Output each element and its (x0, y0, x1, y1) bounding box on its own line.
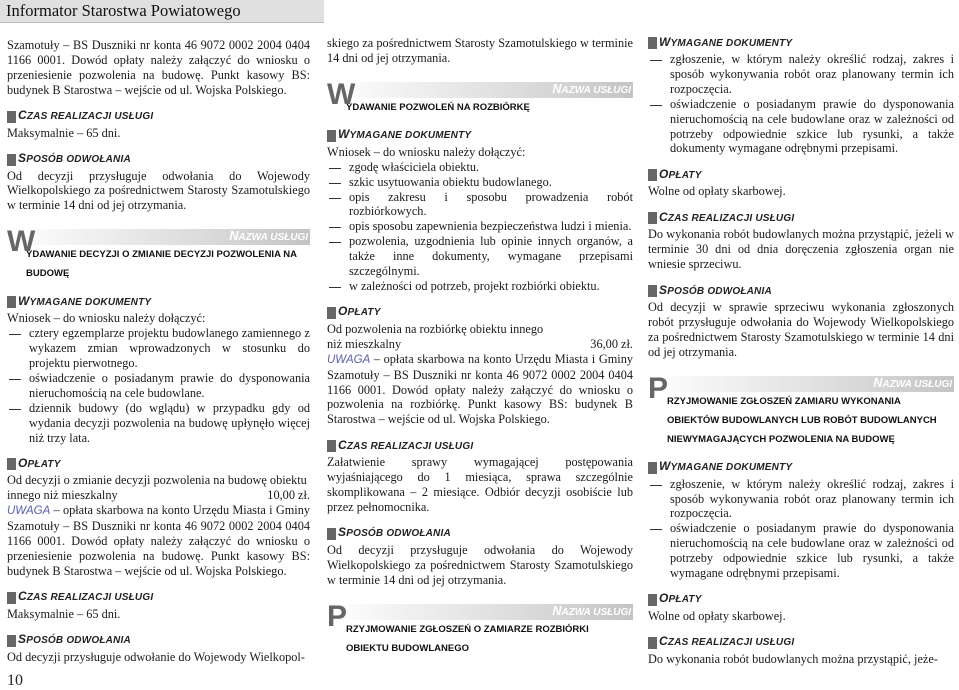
square-marker-icon (327, 130, 336, 142)
list-item: cztery egzemplarze projektu budowlanego zamiennego z wykazem zmian wprowadzonych w stosunku do projektu pierwotnego. (7, 326, 310, 371)
square-marker-icon (648, 37, 657, 49)
fee-note-text: – opłata skarbowa na konto Urzędu Miasta i Gminy Szamotuły – BS Duszniki nr konta 46 9072 0002 2004 0404 1166 0001. Dowód opłaty należy załączyć do wniosku o przeniesienie pozwolenia na budowę. Punkt kasowy BS: budynek B Starostwa – wejście od ul. Wojska Polskiego. (7, 503, 310, 578)
square-marker-icon (7, 458, 16, 470)
fee-label: innego niż mieszkalny (7, 488, 118, 503)
section-title: CZAS REALIZACJI USŁUGI (18, 589, 154, 604)
square-marker-icon (648, 169, 657, 181)
square-marker-icon (7, 592, 16, 604)
service-bar (648, 371, 954, 405)
section-title: WYMAGANE DOKUMENTY (659, 34, 793, 49)
section-heading (648, 284, 954, 298)
section-text: Do wykonania robót budowlanych można przystąpić, jeże- (648, 651, 938, 666)
list-item: pozwolenia, uzgodnienia lub opinie innych organów, a także inne dokumenty, wymagane przepisami szczególnymi. (327, 234, 633, 279)
section-title: OPŁATY (659, 166, 702, 181)
square-marker-icon (327, 307, 336, 319)
service-initial: W (327, 77, 356, 111)
section-title: CZAS REALIZACJI USŁUGI (659, 634, 795, 649)
section-title: SPOSÓB ODWOŁANIA (338, 525, 451, 540)
service-bar (327, 599, 633, 633)
service-block (327, 77, 633, 117)
section-text: Wolne od opłaty skarbowej. (648, 184, 786, 199)
column-3 (648, 36, 954, 667)
square-marker-icon (327, 528, 336, 540)
section-text: Wniosek – do wniosku należy dołączyć: (327, 144, 526, 159)
service-tag: NAZWA USŁUGI (873, 375, 952, 390)
service-title: RZYJMOWANIE ZGŁOSZEŃ ZAMIARU WYKONANIA OBIEKTÓW BUDOWLANYCH LUB ROBÓT BUDOWLANYCH NIEWYMAGAJĄCYCH POZWOLENIA NA BUDOWĘ (667, 395, 937, 445)
document-list (648, 477, 954, 581)
list-item: opis sposobu zapewnienia bezpieczeństwa ludzi i mienia. (327, 219, 633, 234)
service-tag: NAZWA USŁUGI (229, 229, 308, 244)
section-title: WYMAGANE DOKUMENTY (338, 127, 472, 142)
list-item: oświadczenie o posiadanym prawie do dysponowania nieruchomością na cele budowlane oraz w zależności od potrzeby odpowiednie szkice lub rysunki, a także dokumenty wymagane odrębnymi przepisami. (648, 97, 954, 157)
square-marker-icon (327, 440, 336, 452)
section-text: Maksymalnie – 65 dni. (7, 606, 121, 621)
column-2 (327, 36, 633, 662)
fee-value: 10,00 zł. (267, 488, 310, 503)
square-marker-icon (7, 154, 16, 166)
uwaga-label: UWAGA (327, 353, 371, 366)
section-text: Od decyzji przysługuje odwołania do Wojewody Wielkopolskiego za pośrednictwem Starosty Szamotulskiego w terminie 14 dni od jej otrzymania. (327, 542, 633, 587)
fee-line (327, 337, 633, 352)
fee-text: Od pozwolenia na rozbiórkę obiektu innego (327, 321, 544, 336)
service-tag: NAZWA USŁUGI (552, 81, 631, 96)
section-text: Do wykonania robót budowlanych można przystąpić, jeżeli w terminie 30 dni od dnia doręczenia zgłoszenia organ nie wniesie sprzeciwu. (648, 227, 954, 272)
section-heading (648, 593, 954, 607)
section-title: OPŁATY (659, 591, 702, 606)
square-marker-icon (648, 462, 657, 474)
section-heading (648, 36, 954, 50)
service-tag: NAZWA USŁUGI (552, 603, 631, 618)
square-marker-icon (7, 296, 16, 308)
list-item: zgłoszenie, w którym należy określić rodzaj, zakres i sposób wykonywania robót oraz planowany termin ich rozpoczęcia. (648, 52, 954, 97)
list-item: opis zakresu i sposobu prowadzenia robót rozbiórkowych. (327, 190, 633, 220)
section-heading (648, 636, 954, 650)
section-heading (327, 527, 633, 541)
document-list (327, 160, 633, 294)
header-title: Informator Starostwa Powiatowego (6, 1, 241, 20)
section-title: OPŁATY (18, 455, 61, 470)
section-title: OPŁATY (338, 304, 381, 319)
list-item: w zależności od potrzeb, projekt rozbiórki obiektu. (327, 279, 633, 294)
page-header (0, 0, 324, 23)
service-title: YDAWANIE POZWOLEŃ NA ROZBIÓRKĘ (346, 101, 530, 113)
column-1 (7, 38, 310, 665)
square-marker-icon (648, 285, 657, 297)
service-title: RZYJMOWANIE ZGŁOSZEŃ O ZAMIARZE ROZBIÓRKI OBIEKTU BUDOWLANEGO (346, 623, 589, 654)
section-heading (7, 591, 310, 605)
service-bar (7, 225, 310, 259)
uwaga-label: UWAGA (7, 505, 51, 518)
service-initial: W (7, 225, 36, 259)
fee-value: 36,00 zł. (590, 336, 633, 351)
service-initial: P (648, 371, 669, 405)
section-heading (327, 129, 633, 143)
square-marker-icon (648, 212, 657, 224)
section-text: Od decyzji przysługuje odwołania do Wojewody Wielkopolskiego za pośrednictwem Starosty Szamotulskiego w terminie 14 dni od jej otrzymania. (7, 168, 310, 213)
section-text: Wolne od opłaty skarbowej. (648, 608, 786, 623)
section-text: Załatwienie sprawy wymagającej postępowania wyjaśniającego do 1 miesiąca, sprawa szczególnie skomplikowana – 2 miesiące. Odbiór decyzji osobiście lub przez pełnomocnika. (327, 455, 633, 514)
section-title: SPOSÓB ODWOŁANIA (659, 282, 772, 297)
service-block (648, 371, 954, 449)
list-item: dziennik budowy (do wglądu) w przypadku gdy od wydania decyzji pozwolenia na budowę upłynęło więcej niż trzy lata. (7, 401, 310, 446)
fee-note (327, 352, 633, 428)
intro-text: skiego za pośrednictwem Starosty Szamotulskiego w terminie 14 dni od jej otrzymania. (327, 36, 633, 65)
section-heading (7, 110, 310, 124)
section-title: CZAS REALIZACJI USŁUGI (338, 437, 474, 452)
list-item: szkic usytuowania obiektu budowlanego. (327, 175, 633, 190)
section-heading (7, 457, 310, 471)
section-title: WYMAGANE DOKUMENTY (18, 293, 152, 308)
section-heading (7, 153, 310, 167)
fee-note-text: – opłata skarbowa na konto Urzędu Miasta i Gminy Szamotuły – BS Duszniki nr konta 46 9072 0002 2004 0404 1166 0001. Dowód opłaty należy załączyć do wniosku o pozwolenia na rozbiórkę. Punkt kasowy BS: budynek B Starostwa – wejście od ul. Wojska Polskiego. (327, 351, 633, 427)
section-heading (327, 306, 633, 320)
section-heading (7, 295, 310, 309)
section-heading (648, 211, 954, 225)
section-text: Wniosek – do wniosku należy dołączyć: (7, 311, 206, 326)
service-block (7, 225, 310, 283)
section-text: Od decyzji w sprawie sprzeciwu wykonania zgłoszonych robót przysługuje odwołania do Wojewody Wielkopolskiego za pośrednictwem Starosty Szamotulskiego w terminie 14 dni od jej otrzymania. (648, 299, 954, 359)
section-text: Od decyzji przysługuje odwołanie do Wojewody Wielkopol- (7, 649, 305, 664)
document-list (7, 326, 310, 445)
section-title: CZAS REALIZACJI USŁUGI (18, 108, 154, 123)
fee-line (7, 488, 310, 503)
intro-text: Szamotuły – BS Duszniki nr konta 46 9072 0002 2004 0404 1166 0001. Dowód opłaty należy załączyć do wniosku o przeniesienie pozwolenia na budowę. Punkt kasowy BS: budynek B Starostwa – wejście od ul. Wojska Polskiego. (7, 38, 310, 97)
section-title: SPOSÓB ODWOŁANIA (18, 632, 131, 647)
service-initial: P (327, 599, 348, 633)
service-block (327, 599, 633, 658)
section-heading (327, 439, 633, 453)
list-item: oświadczenie o posiadanym prawie do dysponowania nieruchomością na cele budowlane. (7, 371, 310, 401)
section-heading (648, 168, 954, 182)
service-title: YDAWANIE DECYZJI O ZMIANIE DECYZJI POZWOLENIA NA BUDOWĘ (26, 249, 297, 280)
list-item: zgłoszenie, w którym należy określić rodzaj, zakres i sposób wykonywania robót oraz planowany termin ich rozpoczęcia. (648, 477, 954, 522)
square-marker-icon (648, 637, 657, 649)
fee-label: niż mieszkalny (327, 336, 402, 351)
page-number: 10 (7, 672, 23, 689)
list-item: zgodę właściciela obiektu. (327, 160, 633, 175)
section-heading (648, 461, 954, 475)
fee-note (7, 503, 310, 579)
section-text: Maksymalnie – 65 dni. (7, 125, 121, 140)
square-marker-icon (648, 594, 657, 606)
fee-text: Od decyzji o zmianie decyzji pozwolenia na budowę obiektu (7, 473, 307, 488)
document-list (648, 52, 954, 156)
square-marker-icon (7, 111, 16, 123)
list-item: oświadczenie o posiadanym prawie do dysponowania nieruchomością na cele budowlane oraz w zależności od potrzeby odpowiednie szkice lub rysunki, a także wymagane odrębnymi przepisami. (648, 521, 954, 581)
section-title: WYMAGANE DOKUMENTY (659, 459, 793, 474)
section-heading (7, 634, 310, 648)
section-title: SPOSÓB ODWOŁANIA (18, 151, 131, 166)
section-title: CZAS REALIZACJI USŁUGI (659, 209, 795, 224)
square-marker-icon (7, 635, 16, 647)
